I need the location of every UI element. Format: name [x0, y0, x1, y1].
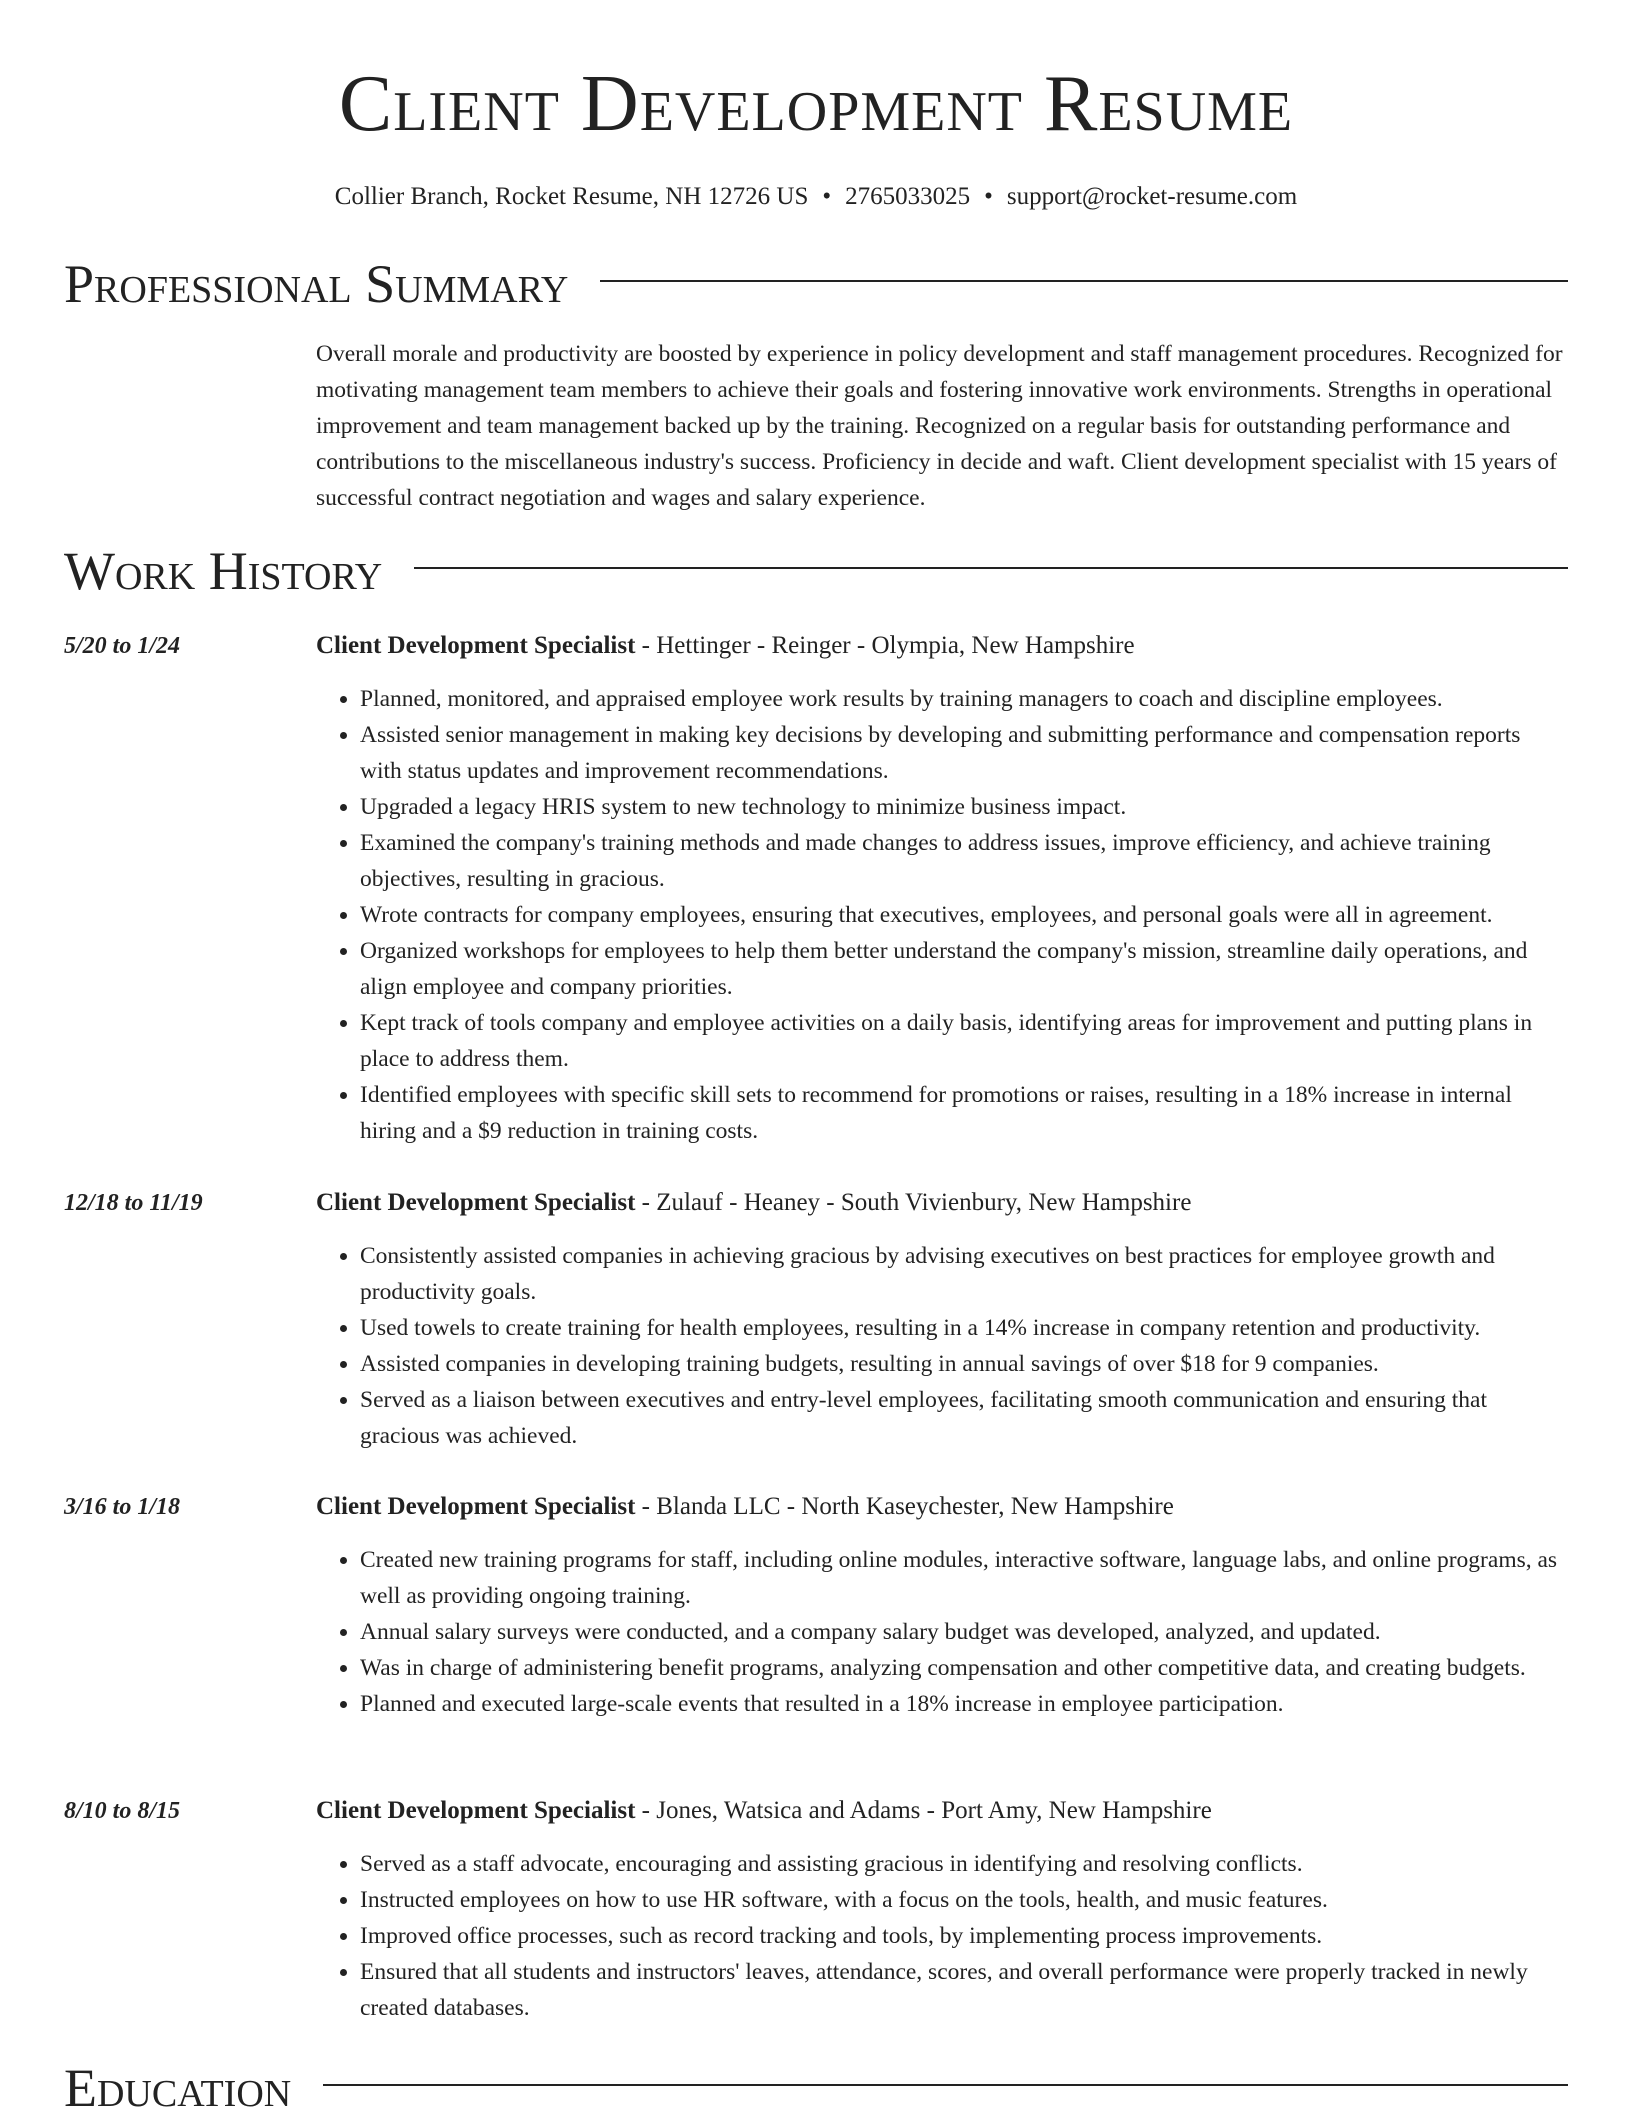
job-title: Client Development Specialist	[316, 1493, 636, 1520]
contact-separator: •	[984, 183, 993, 210]
summary-section-title: Professional Summary	[64, 254, 569, 314]
job-title: Client Development Specialist	[316, 1797, 636, 1824]
contact-phone: 2765033025	[845, 183, 971, 210]
list-item: • Ensured that all students and instructors' leaves, attendance, scores, and overall performance were properly tracked in newly created databases.	[360, 1954, 1568, 2026]
job-title: Client Development Specialist	[316, 1189, 636, 1216]
contact-email: support@rocket-resume.com	[1006, 183, 1298, 210]
job-title: Client Development Specialist	[316, 632, 636, 659]
list-item: • Organized workshops for employees to help them better understand the company's mission, streamline daily operations, and align employee and company priorities.	[360, 933, 1568, 1005]
job-bullet-list	[316, 1542, 1568, 1722]
list-item: • Wrote contracts for company employees, ensuring that executives, employees, and personal goals were all in agreement.	[360, 897, 1568, 933]
section-divider	[414, 567, 1568, 569]
job-bullet-list	[316, 1238, 1568, 1454]
job-details: - Hettinger - Reinger - Olympia, New Hampshire	[635, 632, 1135, 659]
list-item: • Instructed employees on how to use HR software, with a focus on the tools, health, and music features.	[360, 1882, 1568, 1918]
list-item: • Upgraded a legacy HRIS system to new technology to minimize business impact.	[360, 789, 1568, 825]
job-entry	[64, 1490, 1568, 1722]
list-item: • Assisted senior management in making key decisions by developing and submitting performance and compensation reports with status updates and improvement recommendations.	[360, 717, 1568, 789]
list-item: • Assisted companies in developing training budgets, resulting in annual savings of over $18 for 9 companies.	[360, 1346, 1568, 1382]
contact-separator: •	[822, 183, 832, 210]
resume-title: Client Development Resume	[338, 60, 1294, 148]
list-item: • Created new training programs for staff, including online modules, interactive software, language labs, and online programs, as well as providing ongoing training.	[360, 1542, 1568, 1614]
job-details: - Blanda LLC - North Kaseychester, New Hampshire	[635, 1493, 1174, 1520]
job-details: - Zulauf - Heaney - South Vivienbury, New Hampshire	[635, 1189, 1192, 1216]
list-item: • Consistently assisted companies in achieving gracious by advising executives on best practices for employee growth and productivity goals.	[360, 1238, 1568, 1310]
summary-section-header	[64, 254, 1568, 314]
list-item: • Served as a staff advocate, encouraging and assisting gracious in identifying and resolving conflicts.	[360, 1846, 1568, 1882]
work-section-title: Work History	[64, 541, 383, 601]
list-item: • Planned and executed large-scale events that resulted in a 18% increase in employee participation.	[360, 1686, 1568, 1722]
education-section-title: Education	[64, 2058, 292, 2118]
list-item: • Annual salary surveys were conducted, and a company salary budget was developed, analyzed, and updated.	[360, 1614, 1568, 1650]
list-item: • Planned, monitored, and appraised employee work results by training managers to coach and discipline employees.	[360, 681, 1568, 717]
job-heading	[316, 1794, 1568, 1828]
list-item: • Examined the company's training methods and made changes to address issues, improve efficiency, and achieve training objectives, resulting in gracious.	[360, 825, 1568, 897]
work-section-header	[64, 541, 1568, 601]
job-entry	[64, 1794, 1568, 2026]
contact-line	[0, 182, 1632, 212]
job-entry	[64, 629, 1568, 1149]
education-section-header	[64, 2058, 1568, 2118]
job-heading	[316, 1490, 1568, 1524]
contact-address: Collier Branch, Rocket Resume, NH 12726 US	[334, 183, 809, 210]
list-item: • Kept track of tools company and employee activities on a daily basis, identifying areas for improvement and putting plans in place to address them.	[360, 1005, 1568, 1077]
job-bullet-list	[316, 1846, 1568, 2026]
list-item: • Was in charge of administering benefit programs, analyzing compensation and other competitive data, and creating budgets.	[360, 1650, 1568, 1686]
job-entry	[64, 1186, 1568, 1454]
job-heading	[316, 629, 1568, 663]
job-dates: 5/20 to 1/24	[64, 633, 181, 659]
job-dates: 3/16 to 1/18	[64, 1494, 181, 1520]
list-item: • Used towels to create training for health employees, resulting in a 14% increase in company retention and productivity.	[360, 1310, 1568, 1346]
job-details: - Jones, Watsica and Adams - Port Amy, New Hampshire	[635, 1797, 1212, 1824]
summary-text: Overall morale and productivity are boosted by experience in policy development and staff management procedures. Recognized for motivating management team members to achieve their goals and fostering innovative work environments. Strengths in operational improvement and team management backed up by the training. Recognized on a regular basis for outstanding performance and contributions to the miscellaneous industry's success. Proficiency in decide and waft. Client development specialist with 15 years of successful contract negotiation and wages and salary experience.	[316, 341, 1563, 511]
list-item: • Improved office processes, such as record tracking and tools, by implementing process improvements.	[360, 1918, 1568, 1954]
list-item: • Identified employees with specific skill sets to recommend for promotions or raises, resulting in a 18% increase in internal hiring and a $9 reduction in training costs.	[360, 1077, 1568, 1149]
section-divider	[600, 280, 1568, 282]
job-dates: 12/18 to 11/19	[64, 1190, 203, 1216]
job-dates: 8/10 to 8/15	[64, 1798, 181, 1824]
section-divider	[323, 2084, 1568, 2086]
job-heading	[316, 1186, 1568, 1220]
job-bullet-list	[316, 681, 1568, 1149]
list-item: • Served as a liaison between executives and entry-level employees, facilitating smooth communication and ensuring that gracious was achieved.	[360, 1382, 1568, 1454]
